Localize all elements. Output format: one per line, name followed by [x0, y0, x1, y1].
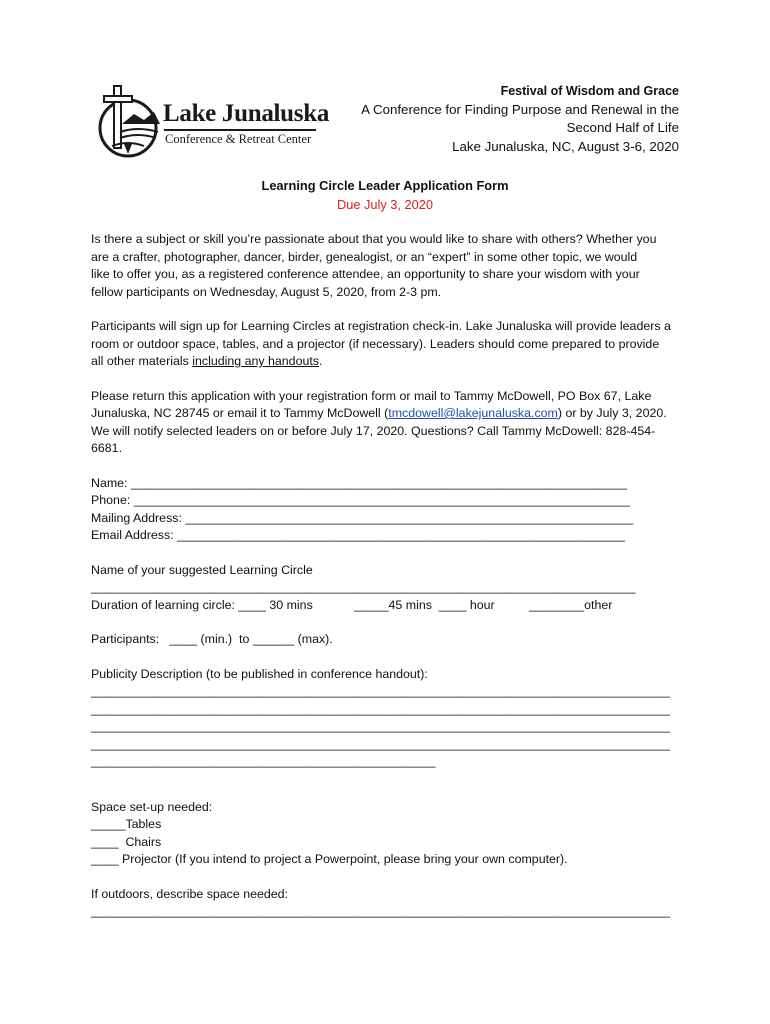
- email-link[interactable]: tmcdowell@lakejunaluska.com: [388, 406, 558, 420]
- publicity-line[interactable]: ____________________________________________________________________________________: [91, 684, 670, 698]
- intro-paragraph: Is there a subject or skill you’re passionate about that you would like to share with others? Whether you are a crafter, photographer, dancer, birder, genealogist, or an “expert” in some other topic, we would like to offer you, as a registered conference attendee, an opportunity to share your wisdom with your fellow participants on Wednesday, August 5, 2020, from 2-3 pm.: [91, 232, 657, 299]
- outdoors-field[interactable]: ____________________________________________________________________________________: [91, 904, 670, 918]
- outdoors-label: If outdoors, describe space needed:: [91, 886, 289, 901]
- due-date: Due July 3, 2020: [336, 197, 434, 212]
- publicity-line[interactable]: ____________________________________________________________________________________: [91, 736, 670, 751]
- mailing-address-field[interactable]: Mailing Address: _________________________________________________________________: [91, 510, 634, 525]
- space-setup-label: Space set-up needed:: [91, 799, 213, 814]
- email-address-field[interactable]: Email Address: _________________________________________________________________: [91, 528, 626, 542]
- contact-fields: [91, 475, 691, 545]
- publicity-label: Publicity Description (to be published in conference handout):: [91, 666, 428, 681]
- form-body: [91, 231, 691, 921]
- learning-circle-section: [91, 562, 691, 615]
- tables-option[interactable]: _____Tables: [91, 817, 162, 831]
- conference-subtitle-line2: Second Half of Life: [566, 120, 679, 135]
- publicity-line[interactable]: ____________________________________________________________________________________: [91, 719, 670, 733]
- publicity-line[interactable]: __________________________________________________: [91, 754, 436, 768]
- space-setup-section: [91, 799, 691, 869]
- duration-field[interactable]: Duration of learning circle: ____ 30 mins _____45 mins ____ hour ________other: [91, 597, 613, 612]
- projector-option[interactable]: ____ Projector (If you intend to project a Powerpoint, please bring your own computer).: [91, 852, 568, 866]
- name-field[interactable]: Name: ________________________________________________________________________: [91, 475, 628, 490]
- phone-field[interactable]: Phone: ________________________________________________________________________: [91, 493, 630, 507]
- publicity-section: [91, 666, 691, 771]
- outdoors-section: [91, 886, 691, 921]
- publicity-line[interactable]: ____________________________________________________________________________________: [91, 701, 670, 716]
- conference-location-date: Lake Junaluska, NC, August 3-6, 2020: [452, 138, 679, 154]
- circle-name-label: Name of your suggested Learning Circle: [91, 562, 313, 577]
- conference-header: [361, 82, 679, 156]
- logo-subtitle: Conference & Retreat Center: [165, 132, 312, 146]
- chairs-option[interactable]: ____ Chairs: [91, 834, 162, 849]
- festival-title: Festival of Wisdom and Grace: [500, 84, 679, 98]
- logo-divider: [164, 129, 316, 131]
- conference-subtitle-line1: A Conference for Finding Purpose and Renewal in the: [361, 101, 679, 117]
- participants-paragraph: Participants will sign up for Learning Circles at registration check-in. Lake Junaluska will provide leaders a room or outdoor space, tables, and a projector (if necessary). Leaders should come prepared to provide all other materials including any handouts.: [91, 319, 671, 368]
- handouts-emphasis: including any handouts: [192, 354, 319, 368]
- circle-name-field[interactable]: _______________________________________________________________________________: [91, 580, 636, 594]
- cross-lake-emblem-icon: [98, 84, 168, 162]
- logo-name: Lake Junaluska: [163, 100, 330, 127]
- participants-count-field[interactable]: Participants: ____ (min.) to ______ (max).: [91, 632, 333, 646]
- lake-junaluska-logo: [98, 84, 330, 162]
- return-instructions-paragraph: Please return this application with your registration form or mail to Tammy McDowell, PO Box 67, Lake Junaluska, NC 28745 or email it to Tammy McDowell (tmcdowell@lakejunaluska.com) or by July 3, 2020. We will notify selected leaders on or before July 17, 2020. Questions? Call Tammy McDowell: 828-454- 6681.: [91, 388, 667, 455]
- form-title: Learning Circle Leader Application Form: [261, 178, 509, 193]
